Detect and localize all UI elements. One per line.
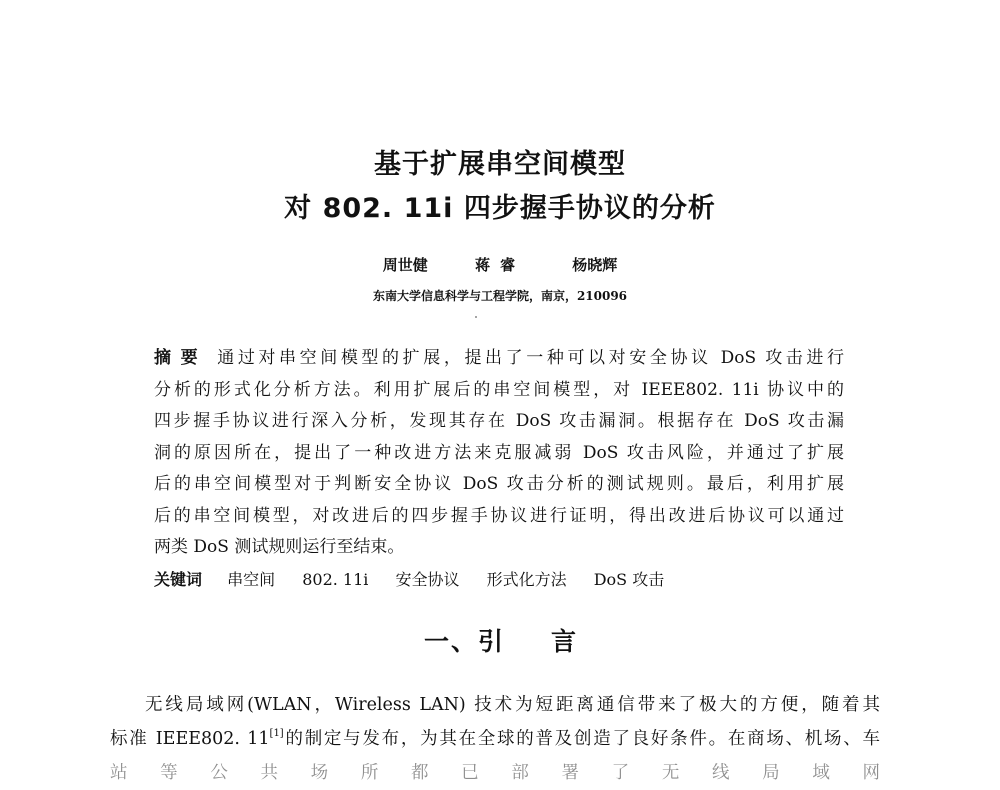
keywords bbox=[154, 567, 686, 590]
abstract bbox=[154, 343, 844, 564]
keywords-label: 关键词 bbox=[154, 570, 203, 589]
keyword-4: 形式化方法 bbox=[486, 570, 567, 589]
abstract-line-3: 四步握手协议进行深入分析，发现其存在 DoS 攻击漏洞。根据存在 DoS 攻击漏 bbox=[154, 411, 844, 431]
section-heading-part-1: 一、引 bbox=[423, 627, 505, 656]
author-3: 杨晓辉 bbox=[572, 256, 618, 274]
paper-title-line-2: 对 802. 11i 四步握手协议的分析 bbox=[284, 193, 716, 224]
abstract-line-7: 两类 DoS 测试规则运行至结束。 bbox=[154, 537, 405, 557]
author-1: 周世健 bbox=[382, 256, 428, 274]
abstract-text-1: 通过对串空间模型的扩展，提出了一种可以对安全协议 DoS 攻击进行 bbox=[217, 348, 845, 368]
section-heading-part-2: 言 bbox=[551, 627, 577, 656]
author-2: 蒋睿 bbox=[474, 256, 525, 274]
keyword-2: 802. 11i bbox=[302, 570, 369, 589]
affiliation: 东南大学信息科学与工程学院，南京，210096 bbox=[372, 289, 628, 303]
decorative-dot bbox=[475, 316, 477, 318]
abstract-line-1 bbox=[154, 343, 844, 375]
abstract-line-5: 后的串空间模型对于判断安全协议 DoS 攻击分析的测试规则。最后，利用扩展 bbox=[154, 474, 844, 494]
body-line-2-post: 的制定与发布，为其在全球的普及创造了良好条件。在商场、机场、车 bbox=[283, 729, 880, 749]
paper-title-line-1: 基于扩展串空间模型 bbox=[374, 149, 626, 180]
abstract-line-2: 分析的形式化分析方法。利用扩展后的串空间模型，对 IEEE802. 11i 协议中的 bbox=[154, 379, 844, 400]
abstract-line-6: 后的串空间模型，对改进后的四步握手协议进行证明，得出改进后协议可以通过 bbox=[154, 505, 844, 526]
keyword-5: DoS 攻击 bbox=[593, 570, 665, 589]
body-line-1: 无线局域网(WLAN，Wireless LAN) 技术为短距离通信带来了极大的方便，随着其 bbox=[145, 695, 880, 715]
body-line-3: 站等公共场所都已部署了无线局域网 bbox=[110, 763, 880, 783]
body-line-2 bbox=[110, 722, 880, 756]
abstract-line-4: 洞的原因所在，提出了一种改进方法来克服减弱 DoS 攻击风险，并通过了扩展 bbox=[154, 442, 844, 463]
body-line-2-pre: 标准 IEEE802. 11 bbox=[110, 729, 270, 749]
keyword-3: 安全协议 bbox=[395, 570, 460, 589]
body-paragraph bbox=[110, 688, 880, 790]
citation-ref-1: [1] bbox=[269, 728, 284, 739]
section-heading-introduction bbox=[0, 622, 1000, 658]
keyword-1: 串空间 bbox=[227, 570, 276, 589]
abstract-label: 摘要 bbox=[154, 348, 208, 368]
author-list bbox=[0, 254, 1000, 275]
